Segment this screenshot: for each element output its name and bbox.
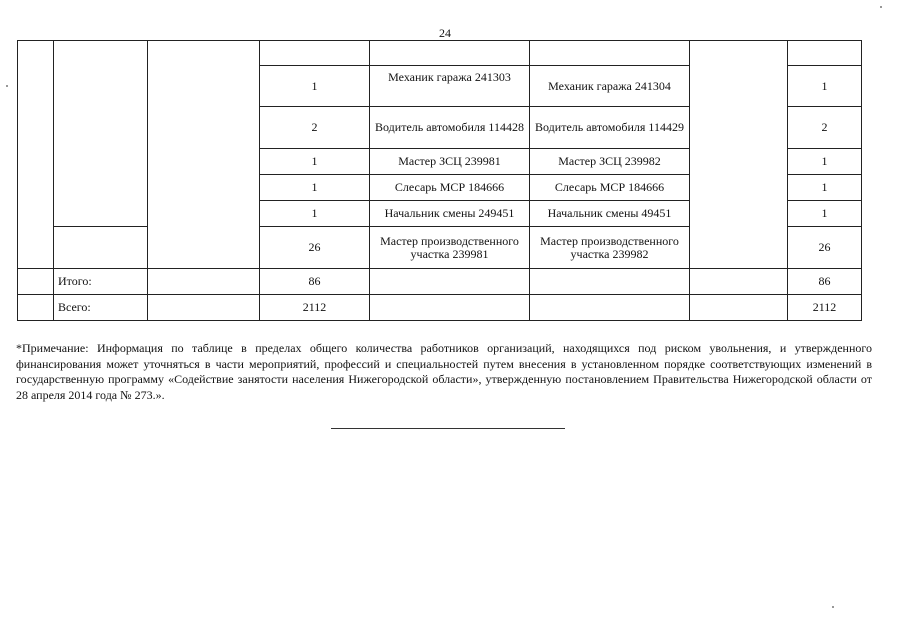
count-cell: 26 xyxy=(260,227,370,269)
empty-cell xyxy=(18,295,54,321)
profession-after-cell: Начальник смены 49451 xyxy=(530,201,690,227)
count-cell: 1 xyxy=(788,149,862,175)
count-cell xyxy=(260,41,370,66)
workforce-table xyxy=(17,40,862,321)
profession-before-cell: Слесарь МСР 184666 xyxy=(370,175,530,201)
empty-cell xyxy=(530,295,690,321)
subtotal-row xyxy=(18,269,862,295)
scan-speck xyxy=(6,85,8,87)
table-row xyxy=(18,41,862,66)
page-number: 24 xyxy=(439,26,451,40)
empty-cell xyxy=(690,269,788,295)
empty-cell xyxy=(148,41,260,269)
subtotal-count-left: 86 xyxy=(260,269,370,295)
profession-before-cell: Механик гаража 241303 xyxy=(370,66,530,107)
empty-cell xyxy=(18,269,54,295)
profession-after-cell: Мастер ЗСЦ 239982 xyxy=(530,149,690,175)
count-cell: 2 xyxy=(260,107,370,149)
empty-cell xyxy=(148,295,260,321)
count-cell: 1 xyxy=(260,175,370,201)
scan-speck xyxy=(832,606,834,608)
empty-cell xyxy=(370,269,530,295)
total-label: Всего: xyxy=(54,295,148,321)
profession-before-cell: Мастер производственного участка 239981 xyxy=(370,227,530,269)
empty-cell xyxy=(18,41,54,269)
profession-before-cell xyxy=(370,41,530,66)
profession-after-cell xyxy=(530,41,690,66)
total-count-right: 2112 xyxy=(788,295,862,321)
profession-after-cell: Слесарь МСР 184666 xyxy=(530,175,690,201)
count-cell: 1 xyxy=(260,66,370,107)
total-row xyxy=(18,295,862,321)
count-cell: 1 xyxy=(788,175,862,201)
profession-after-cell: Водитель автомобиля 114429 xyxy=(530,107,690,149)
count-cell: 26 xyxy=(788,227,862,269)
footnote: *Примечание: Информация по таблице в пределах общего количества работников организаций, находящихся под риском увольнения, и утвержденного финансирования может уточняться в части мероприятий, профессий и специальностей путем внесения в установленном порядке соответствующих изменений в государственную программу «Содействие занятости населения Нижегородской области», утвержденную постановлением Правительства Нижегородской области от 28 апреля 2014 года № 273.». xyxy=(16,341,872,402)
empty-cell xyxy=(690,41,788,269)
empty-cell xyxy=(530,269,690,295)
count-cell: 1 xyxy=(260,201,370,227)
subtotal-label: Итого: xyxy=(54,269,148,295)
empty-cell xyxy=(54,41,148,227)
subtotal-count-right: 86 xyxy=(788,269,862,295)
scan-speck xyxy=(880,6,882,8)
profession-after-cell: Мастер производственного участка 239982 xyxy=(530,227,690,269)
empty-cell xyxy=(54,227,148,269)
profession-before-cell: Начальник смены 249451 xyxy=(370,201,530,227)
profession-after-cell: Механик гаража 241304 xyxy=(530,66,690,107)
count-cell: 1 xyxy=(788,201,862,227)
count-cell: 1 xyxy=(788,66,862,107)
empty-cell xyxy=(148,269,260,295)
count-cell: 1 xyxy=(260,149,370,175)
total-count-left: 2112 xyxy=(260,295,370,321)
profession-before-cell: Водитель автомобиля 114428 xyxy=(370,107,530,149)
closing-rule xyxy=(331,428,565,429)
empty-cell xyxy=(370,295,530,321)
empty-cell xyxy=(690,295,788,321)
profession-before-cell: Мастер ЗСЦ 239981 xyxy=(370,149,530,175)
count-cell xyxy=(788,41,862,66)
count-cell: 2 xyxy=(788,107,862,149)
